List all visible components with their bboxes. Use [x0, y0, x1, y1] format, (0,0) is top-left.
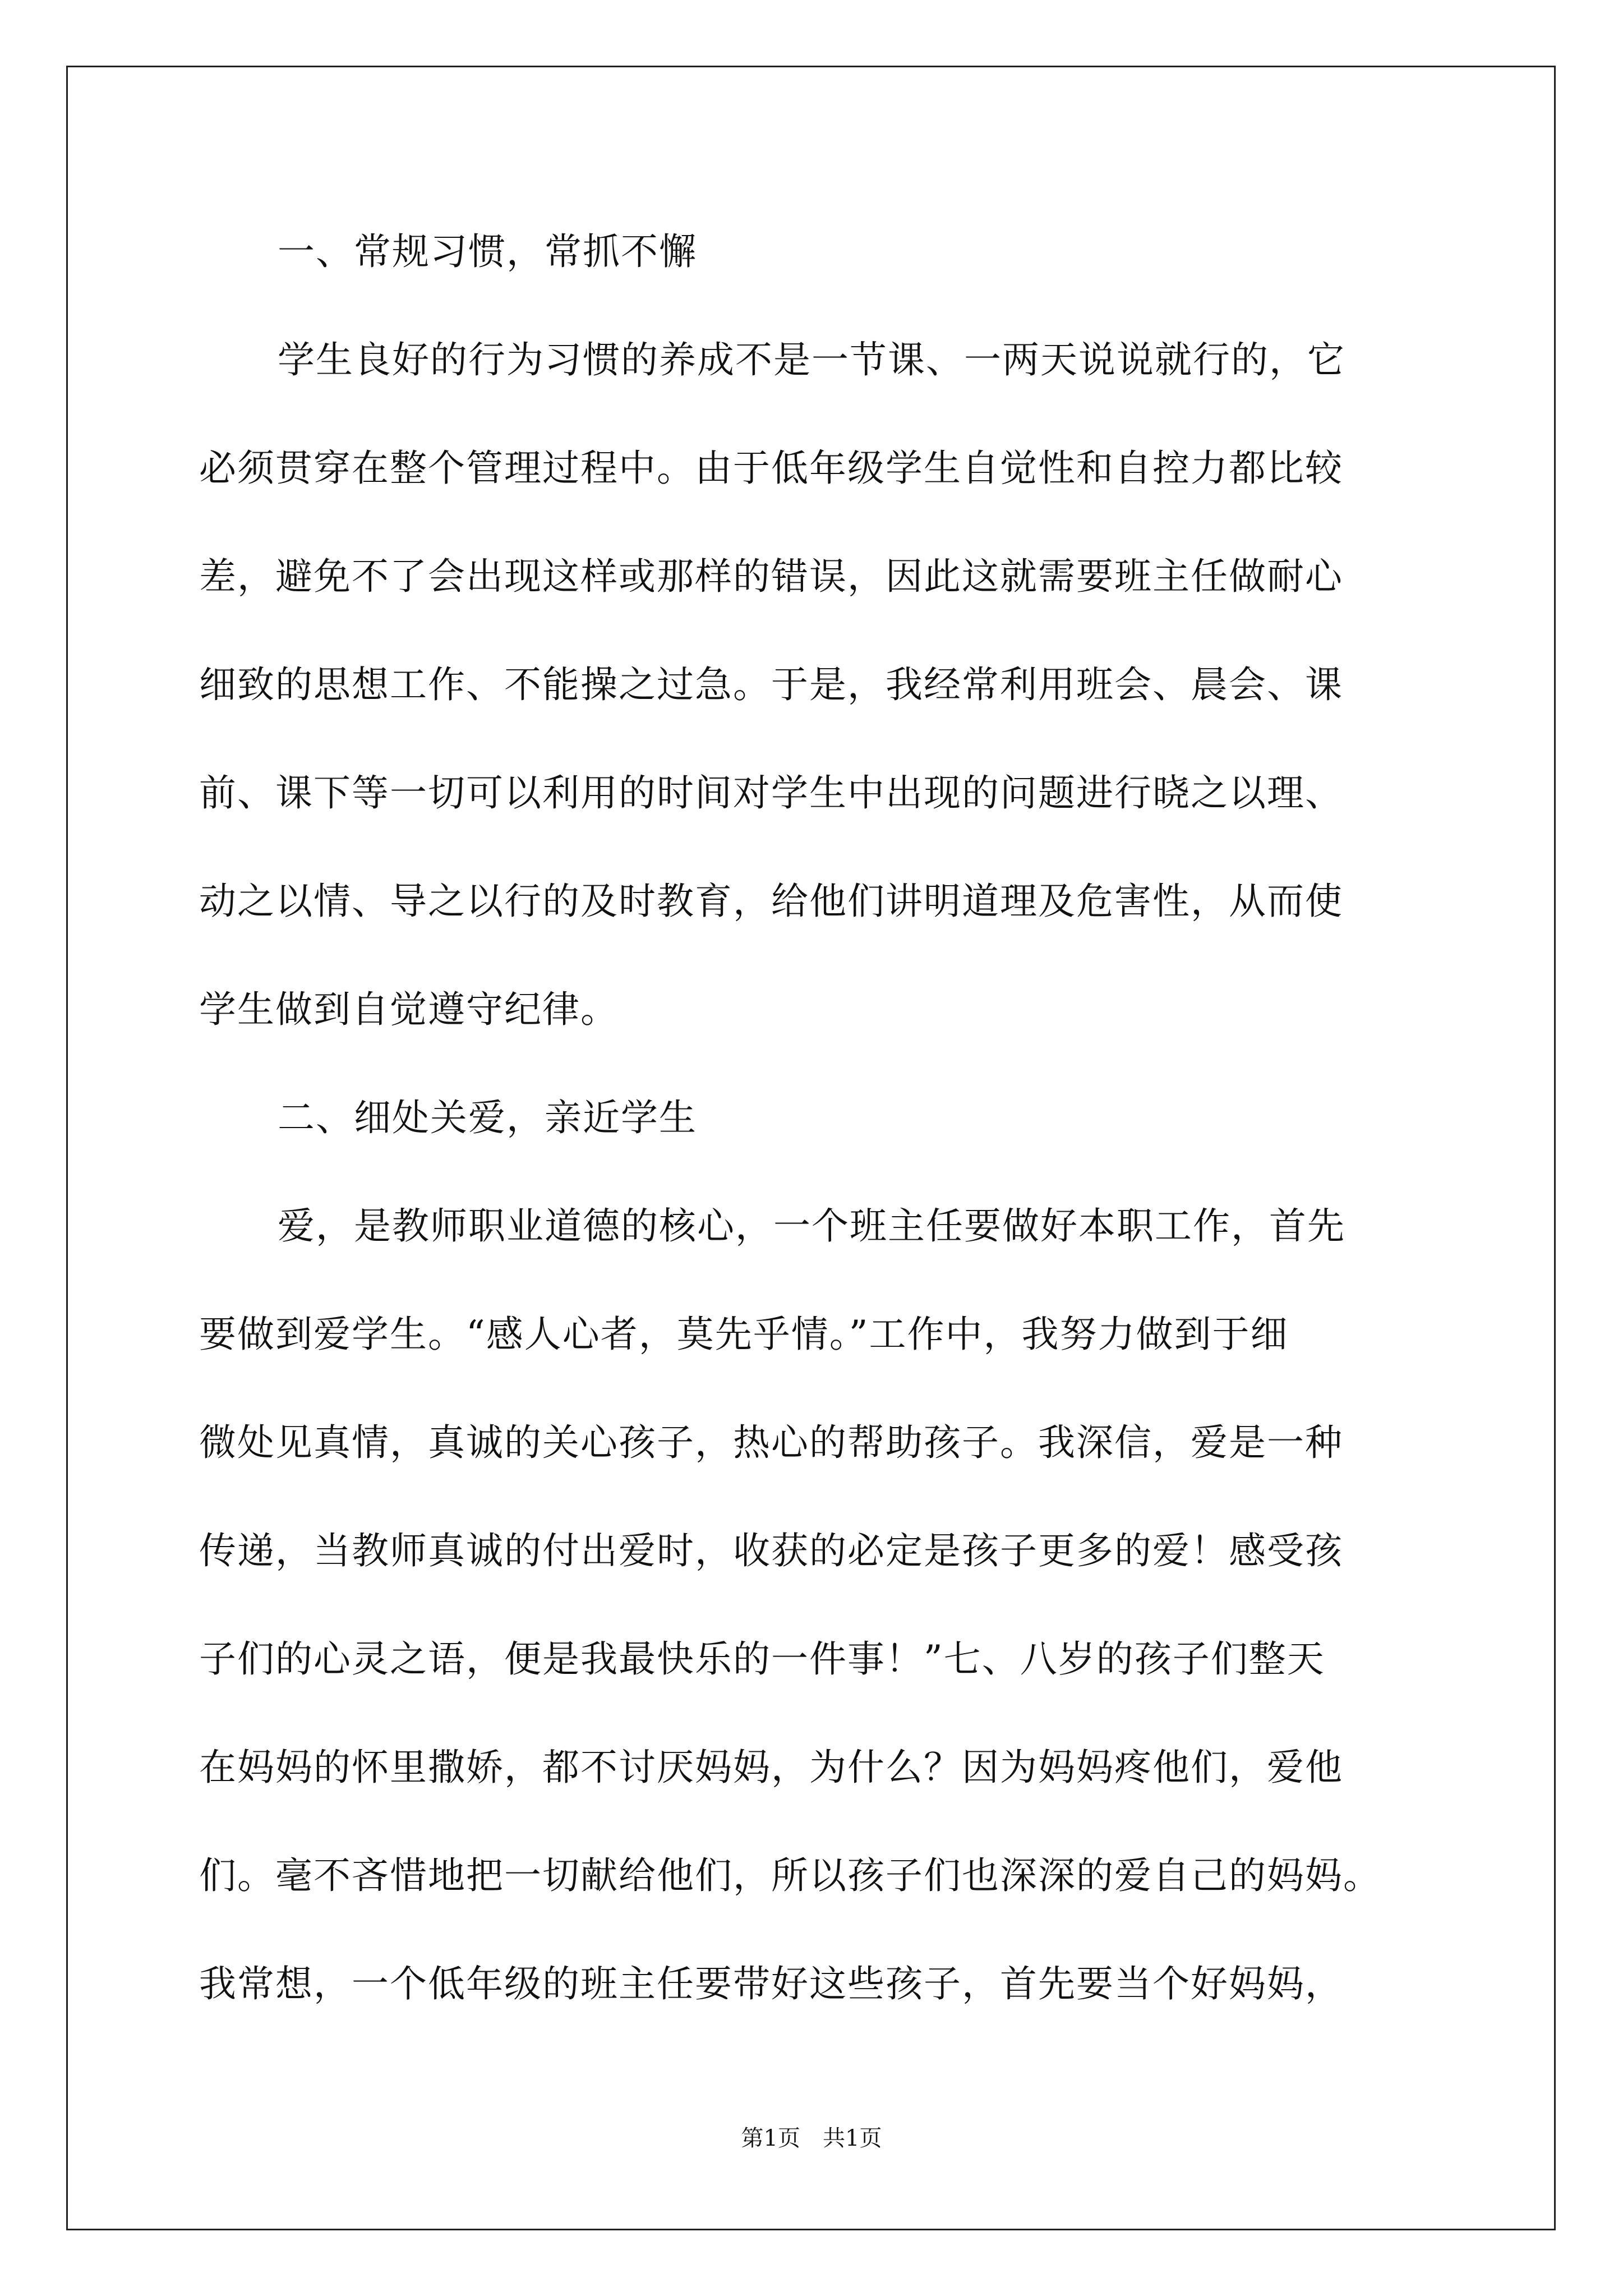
paragraph-line: 学生良好的行为习惯的养成不是一节课、一两天说说就行的，它: [278, 338, 1345, 381]
page-number-footer: 第1页 共1页: [741, 2125, 882, 2151]
paragraph-line: 爱，是教师职业道德的核心，一个班主任要做好本职工作，首先: [278, 1204, 1345, 1248]
paragraph-line: 们。毫不吝惜地把一切献给他们，所以孩子们也深深的爱自己的妈妈。: [199, 1854, 1381, 1897]
paragraph-line: 子们的心灵之语，便是我最快乐的一件事！”七、八岁的孩子们整天: [199, 1637, 1325, 1681]
page-border: [66, 66, 1556, 2230]
paragraph-line: 动之以情、导之以行的及时教育，给他们讲明道理及危害性，从而使: [199, 880, 1343, 923]
heading-section-1: 一、常规习惯，常抓不懈: [278, 230, 697, 273]
paragraph-line: 学生做到自觉遵守纪律。: [199, 988, 619, 1031]
paragraph-line: 我常想，一个低年级的班主任要带好这些孩子，首先要当个好妈妈，: [199, 1962, 1343, 2005]
paragraph-line: 在妈妈的怀里撒娇，都不讨厌妈妈，为什么？因为妈妈疼他们，爱他: [199, 1746, 1343, 1789]
paragraph-line: 前、课下等一切可以利用的时间对学生中出现的问题进行晓之以理、: [199, 771, 1343, 815]
paragraph-line: 差，避免不了会出现这样或那样的错误，因此这就需要班主任做耐心: [199, 555, 1343, 598]
paragraph-line: 传递，当教师真诚的付出爱时，收获的必定是孩子更多的爱！感受孩: [199, 1529, 1343, 1572]
paragraph-line: 微处见真情，真诚的关心孩子，热心的帮助孩子。我深信，爱是一种: [199, 1421, 1343, 1464]
heading-section-2: 二、细处关爱，亲近学生: [278, 1096, 697, 1139]
paragraph-line: 必须贯穿在整个管理过程中。由于低年级学生自觉性和自控力都比较: [199, 447, 1343, 490]
paragraph-line: 细致的思想工作、不能操之过急。于是，我经常利用班会、晨会、课: [199, 663, 1343, 706]
paragraph-line: 要做到爱学生。“感人心者，莫先乎情。”工作中，我努力做到于细: [199, 1313, 1289, 1356]
